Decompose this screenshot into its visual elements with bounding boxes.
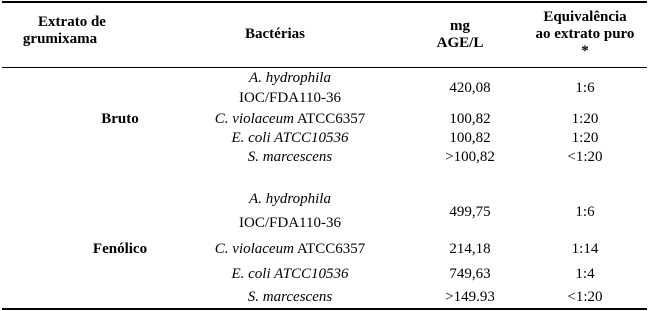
header-mg-line2: AGE/L — [436, 35, 484, 51]
header-mg-line1: mg — [450, 18, 470, 34]
mg-value: >149.93 — [445, 289, 495, 305]
bacteria-name: C. violaceum ATCC6357 — [214, 111, 366, 127]
equiv-value: 1:20 — [571, 130, 599, 146]
header-extract-line1: Extrato de — [38, 14, 106, 30]
mg-value: 214,18 — [449, 241, 491, 257]
mg-value: 100,82 — [449, 111, 491, 127]
mg-value: 499,75 — [449, 204, 491, 220]
bacteria-name: S. marcescens — [247, 149, 333, 165]
equiv-value: 1:14 — [571, 241, 599, 257]
header-equiv-line3: * — [581, 43, 589, 59]
mg-value: 100,82 — [449, 130, 491, 146]
bacteria-strain: IOC/FDA110-36 — [239, 90, 341, 106]
bottom-rule — [2, 308, 647, 310]
header-bacteria: Bactérias — [245, 26, 305, 42]
bacteria-name: A. hydrophila — [249, 70, 331, 86]
bacteria-strain: IOC/FDA110-36 — [239, 215, 341, 231]
mg-value: 749,63 — [449, 266, 491, 282]
bacteria-name: A. hydrophila — [249, 191, 331, 207]
equiv-value: 1:4 — [575, 266, 595, 282]
bacteria-name: E. coli ATCC10536 — [231, 130, 349, 146]
extract-label-bruto: Bruto — [101, 111, 139, 127]
equiv-value: 1:20 — [571, 111, 599, 127]
mg-value: 420,08 — [449, 80, 491, 96]
header-rule — [2, 67, 647, 68]
header-extract-line2: grumixama — [22, 31, 98, 47]
header-equiv-line1: Equivalência — [543, 9, 627, 25]
equiv-value: <1:20 — [567, 289, 603, 305]
bacteria-name: C. violaceum ATCC6357 — [214, 241, 366, 257]
extract-label-fenolico: Fenólico — [92, 241, 148, 257]
bacteria-name: S. marcescens — [247, 289, 333, 305]
equiv-value: 1:6 — [575, 80, 595, 96]
bacteria-name: E. coli ATCC10536 — [231, 266, 349, 282]
mg-value: >100,82 — [445, 149, 495, 165]
header-equiv-line2: ao extrato puro — [535, 26, 635, 42]
equiv-value: 1:6 — [575, 204, 595, 220]
equiv-value: <1:20 — [567, 149, 603, 165]
top-rule — [2, 1, 647, 3]
